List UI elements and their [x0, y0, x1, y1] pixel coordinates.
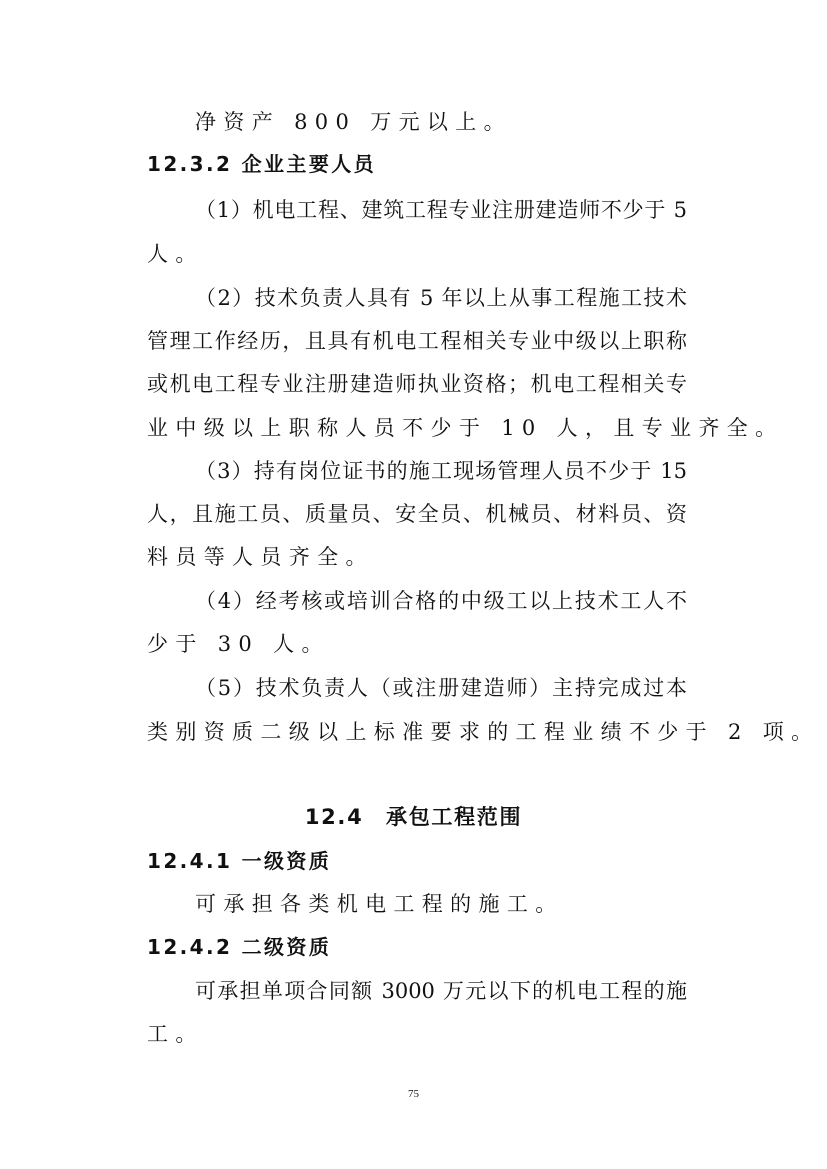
page-number: 75 — [408, 1088, 419, 1100]
item-3-line-1: （3）持有岗位证书的施工现场管理人员不少于 15 — [195, 459, 687, 483]
heading-12-3-2: 12.3.2 企业主要人员 — [147, 152, 377, 176]
item-4-line-2: 少于 30 人。 — [147, 632, 330, 656]
item-2-line-3: 或机电工程专业注册建造师执业资格；机电工程相关专 — [147, 372, 687, 396]
paragraph-grade-2-line-2: 工。 — [147, 1022, 204, 1046]
item-4-line-1: （4）经考核或培训合格的中级工以上技术工人不 — [195, 589, 687, 613]
item-5-line-2: 类别资质二级以上标准要求的工程业绩不少于 2 项。 — [147, 720, 820, 744]
item-1-line-2: 人。 — [147, 242, 204, 266]
item-2-line-2: 管理工作经历，且具有机电工程相关专业中级以上职称 — [147, 329, 687, 353]
item-1-line-1: （1）机电工程、建筑工程专业注册建造师不少于 5 — [195, 198, 687, 222]
item-5-line-1: （5）技术负责人（或注册建造师）主持完成过本 — [195, 676, 687, 700]
paragraph-net-assets: 净资产 800 万元以上。 — [195, 110, 512, 134]
item-2-line-1: （2）技术负责人具有 5 年以上从事工程施工技术 — [195, 286, 687, 310]
paragraph-grade-1: 可承担各类机电工程的施工。 — [195, 892, 564, 916]
item-3-line-2: 人，且施工员、质量员、安全员、机械员、材料员、资 — [147, 502, 687, 526]
paragraph-grade-2-line-1: 可承担单项合同额 3000 万元以下的机电工程的施 — [195, 979, 687, 1003]
item-2-line-4: 业中级以上职称人员不少于 10 人，且专业齐全。 — [147, 416, 784, 440]
heading-12-4-2: 12.4.2 二级资质 — [147, 935, 332, 959]
item-3-line-3: 料员等人员齐全。 — [147, 545, 374, 569]
section-title-12-4: 12.4 承包工程范围 — [304, 805, 523, 829]
heading-12-4-1: 12.4.1 一级资质 — [147, 849, 332, 873]
